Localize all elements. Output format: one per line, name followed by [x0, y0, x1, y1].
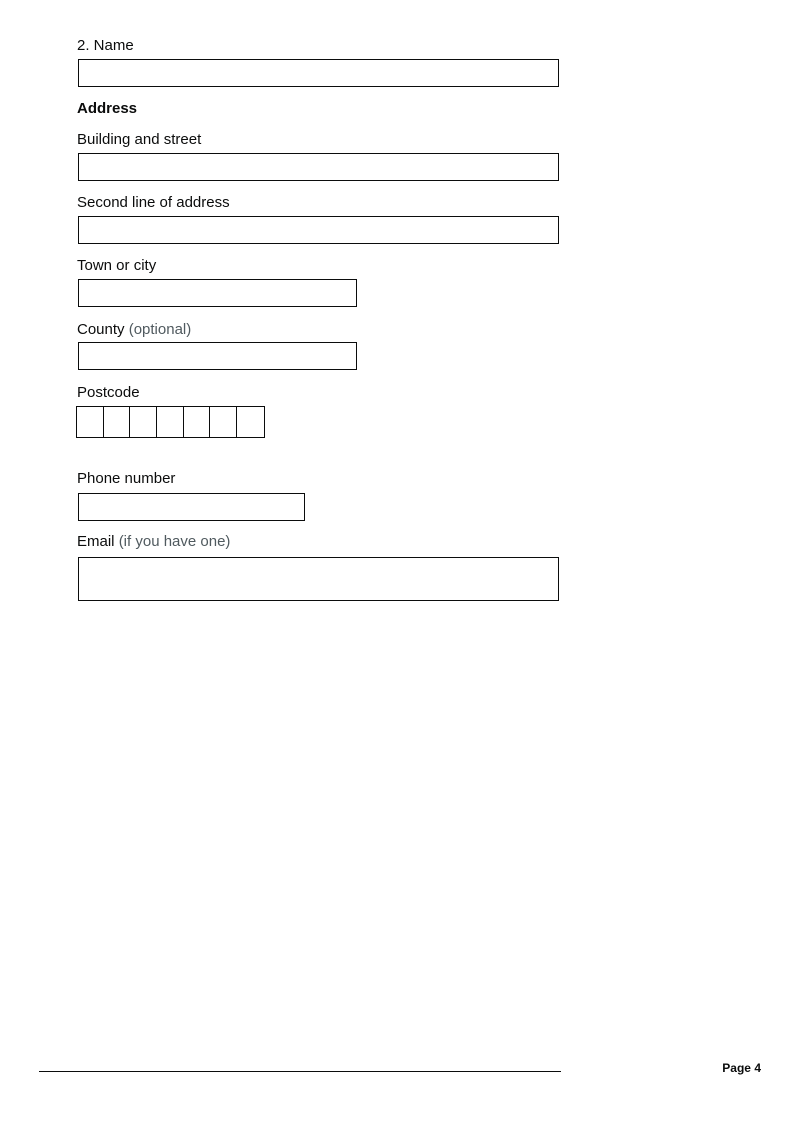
page-number: Page 4 — [722, 1061, 761, 1075]
postcode-char-box[interactable] — [104, 407, 131, 437]
name-input[interactable] — [78, 59, 559, 87]
postcode-input-group — [76, 406, 265, 438]
second-line-input[interactable] — [78, 216, 559, 244]
county-label — [77, 321, 191, 339]
postcode-char-box[interactable] — [184, 407, 211, 437]
building-street-input[interactable] — [78, 153, 559, 181]
town-city-input[interactable] — [78, 279, 357, 307]
building-street-label: Building and street — [77, 131, 202, 148]
county-hint: (optional) — [128, 321, 192, 338]
postcode-char-box[interactable] — [237, 407, 264, 437]
postcode-char-box[interactable] — [130, 407, 157, 437]
phone-input[interactable] — [78, 493, 305, 521]
name-label: 2. Name — [77, 37, 134, 54]
email-input[interactable] — [78, 557, 559, 601]
second-line-label: Second line of address — [77, 194, 230, 211]
email-hint: (if you have one) — [118, 533, 231, 550]
postcode-char-box[interactable] — [210, 407, 237, 437]
footer-divider — [39, 1071, 561, 1072]
county-label-text: County — [77, 321, 125, 338]
postcode-char-box[interactable] — [157, 407, 184, 437]
county-input[interactable] — [78, 342, 357, 370]
phone-label: Phone number — [77, 470, 176, 487]
town-city-label: Town or city — [77, 257, 157, 274]
postcode-label: Postcode — [77, 384, 140, 401]
address-heading: Address — [77, 100, 138, 117]
email-label-text: Email — [77, 533, 115, 550]
email-label — [77, 533, 230, 551]
postcode-char-box[interactable] — [77, 407, 104, 437]
